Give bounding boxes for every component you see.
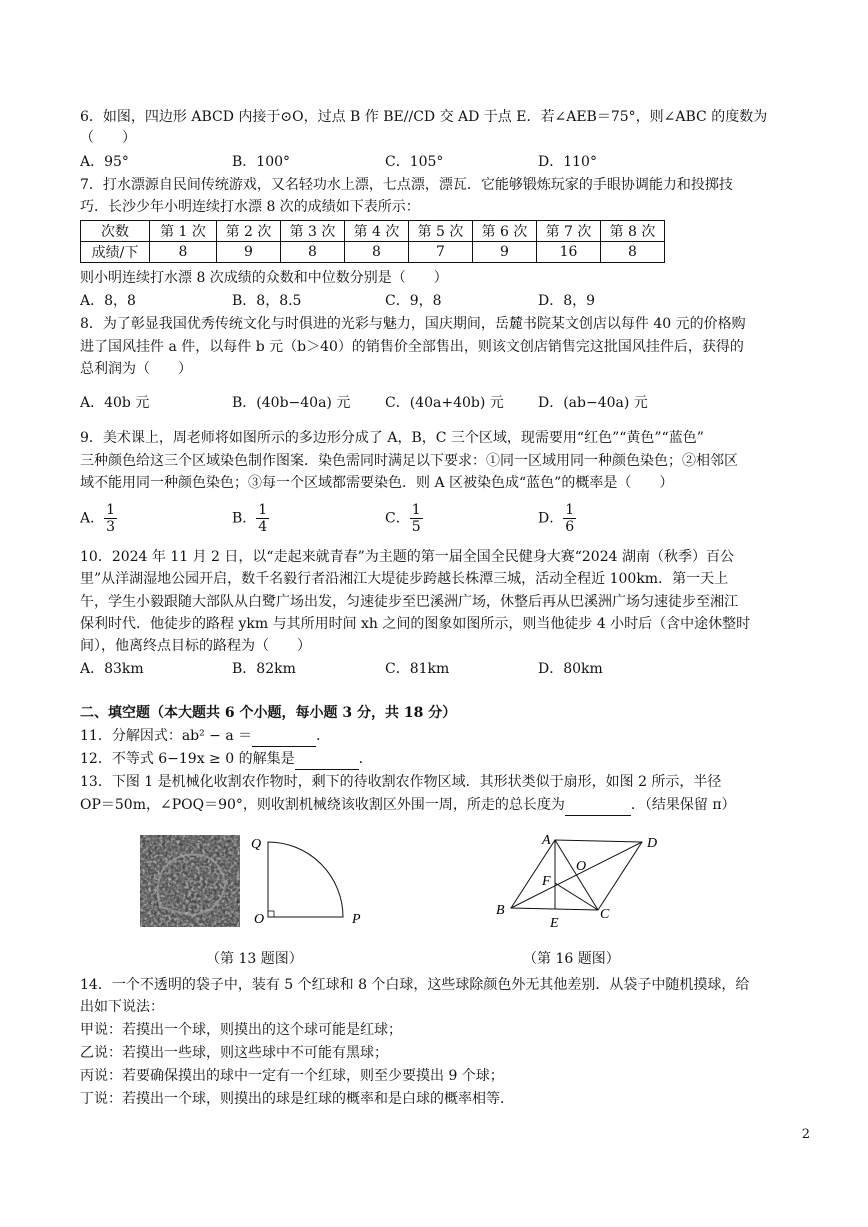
q8-options (80, 392, 800, 414)
numerator: 1 (411, 502, 421, 518)
q10-line1: 10．2024 年 11 月 2 日，以“走起来就青春”为主题的第一届全国全民健身大赛“2024 湖南（秋季）百公 (80, 549, 734, 565)
parallelogram-diagram (490, 828, 670, 936)
q10-option-b: B．82km (232, 661, 296, 677)
q14-statement-bing: 丙说：若要确保摸出的球中一定有一个红球，则至少要摸出 9 个球； (80, 1068, 504, 1084)
q10-line3: 午，学生小毅跟随大部队从白鹭广场出发，匀速徒步至巴溪洲广场，休整后再从巴溪洲广场匀速徒步至湘江 (80, 594, 738, 610)
fig16-caption: （第 16 题图） (523, 951, 620, 967)
segment-cf (555, 883, 598, 910)
q8-option-a: A．40b 元 (80, 395, 150, 411)
right-angle-mark (268, 911, 274, 917)
table-cell: 第 6 次 (473, 221, 537, 242)
q6-stem: 6．如图，四边形 ABCD 内接于⊙O，过点 B 作 BE//CD 交 AD 于点 E．若∠AEB＝75°，则∠ABC 的度数为 (80, 109, 768, 125)
option-label: A． (80, 510, 105, 527)
q7-option-b: B．8，8.5 (232, 293, 302, 309)
q8-stem-line2: 进了国风挂件 a 件，以每件 b 元（b＞40）的销售价全部售出，则该文创店销售完这批国风挂件后，获得的 (80, 339, 744, 355)
table-cell: 第 2 次 (217, 221, 281, 242)
q8-stem-line1: 8．为了彰显我国优秀传统文化与时俱进的光彩与魅力，国庆期间，岳麓书院某文创店以每件 40 元的价格购 (80, 316, 746, 332)
q9-stem-line1: 9．美术课上，周老师将如图所示的多边形分成了 A，B，C 三个区域，现需要用“红色”“黄色”“蓝色” (80, 430, 704, 446)
point-e-label: E (550, 916, 559, 931)
q13-line1: 13．下图 1 是机械化收割农作物时，剩下的待收割农作物区域．其形状类似于扇形，如图 2 所示，半径 (80, 774, 722, 790)
q6-options (80, 151, 800, 173)
q11-end: ． (316, 728, 331, 744)
q7-option-d: D．8，9 (538, 293, 596, 309)
point-o-label: O (254, 912, 265, 927)
table-cell: 第 1 次 (150, 221, 217, 242)
section-heading: 二、填空题（本大题共 6 个小题，每小题 3 分，共 18 分） (80, 705, 457, 721)
answer-blank (295, 749, 359, 770)
table-cell: 第 4 次 (345, 221, 409, 242)
table-cell: 16 (537, 242, 601, 263)
table-cell: 9 (473, 242, 537, 263)
fraction (256, 502, 269, 535)
point-a-label: A (542, 833, 551, 848)
denominator: 3 (106, 519, 116, 535)
option-label: B． (232, 510, 257, 527)
point-p-label: P (352, 912, 361, 927)
field-photo (140, 835, 240, 927)
q9-stem-line3: 域不能用同一种颜色染色；③每一个区域都需要染色．则 A 区被染色成“蓝色”的概率是（ ） (80, 475, 674, 491)
q10-option-d: D．80km (538, 661, 603, 677)
table-cell: 9 (217, 242, 281, 263)
table-cell: 第 8 次 (601, 221, 665, 242)
q14-statement-ding: 丁说：若摸出一个球，则摸出的球是红球的概率和是白球的概率相等． (80, 1091, 514, 1107)
table-cell: 成绩/下 (81, 242, 150, 263)
q8-option-c: C．(40a+40b) 元 (385, 395, 504, 411)
q7-option-c: C．9，8 (385, 293, 442, 309)
q12-stem: 12．不等式 6−19x ≥ 0 的解集是 (80, 751, 295, 767)
q10-options (80, 658, 800, 680)
q9-option-c (385, 502, 423, 535)
q10-line2: 里”从洋湖湿地公园开启，数千名毅行者沿湘江大堤徒步跨越长株潭三城，活动全程近 100km．第一天上 (80, 571, 729, 587)
q14-statement-jia: 甲说：若摸出一个球，则摸出的这个球可能是红球； (80, 1022, 402, 1038)
q14-line2: 出如下说法： (80, 999, 164, 1015)
table-header-row (81, 221, 665, 242)
q14-statement-yi: 乙说：若摸出一些球，则这些球中不可能有黑球； (80, 1045, 388, 1061)
option-label: D． (538, 510, 564, 527)
fraction (104, 502, 117, 535)
denominator: 5 (411, 519, 421, 535)
page-number: 2 (801, 1127, 810, 1142)
q9-options (80, 502, 800, 538)
numerator: 1 (258, 502, 268, 518)
table-cell: 8 (150, 242, 217, 263)
q7-question: 则小明连续打水漂 8 次成绩的众数和中位数分别是（ ） (80, 270, 448, 286)
table-cell: 7 (409, 242, 473, 263)
q6-option-a: A．95° (80, 154, 129, 170)
fig13-caption: （第 13 题图） (206, 951, 303, 967)
q13-end: ．（结果保留 π） (630, 797, 736, 813)
q10-option-c: C．81km (385, 661, 450, 677)
denominator: 4 (258, 519, 268, 535)
q10-line4: 保利时代．他徒步的路程 ykm 与其所用时间 xh 之间的图象如图所示，则当他徒步 4 小时后（含中途休整时 (80, 616, 751, 632)
point-f-label: F (542, 874, 551, 889)
table-cell: 8 (345, 242, 409, 263)
q6-option-b: B．100° (232, 154, 291, 170)
table-cell: 8 (281, 242, 345, 263)
q10-option-a: A．83km (80, 661, 144, 677)
q11 (80, 726, 330, 747)
q9-option-b (232, 502, 269, 535)
numerator: 1 (106, 502, 116, 518)
q9-option-d (538, 502, 576, 535)
sector-diagram (248, 832, 368, 932)
q6-option-d: D．110° (538, 154, 597, 170)
point-c-label: C (600, 907, 610, 922)
q6-paren: （ ） (80, 130, 136, 146)
point-d-label: D (647, 836, 658, 851)
q10-line5: 间），他离终点目标的路程为（ ） (80, 638, 311, 654)
q7-stem-line2: 巧．长沙少年小明连续打水漂 8 次的成绩如下表所示： (80, 199, 420, 215)
table-cell: 第 3 次 (281, 221, 345, 242)
q11-stem: 11．分解因式：ab² − a ＝ (80, 728, 253, 744)
answer-blank (565, 795, 631, 816)
q7-score-table (80, 220, 665, 263)
diagonal-bd (511, 842, 642, 908)
fraction (410, 502, 423, 535)
table-cell: 次数 (81, 221, 150, 242)
answer-blank (252, 726, 316, 747)
fraction (563, 502, 576, 535)
q7-option-a: A．8，8 (80, 293, 136, 309)
q12 (80, 749, 373, 770)
table-cell: 8 (601, 242, 665, 263)
q7-stem-line1: 7．打水漂源自民间传统游戏，又名轻功水上漂，七点漂，漂瓦．它能够锻炼玩家的手眼协调能力和投掷技 (80, 177, 733, 193)
q13-line2 (80, 795, 736, 816)
point-o-label: O (576, 859, 587, 874)
point-b-label: B (496, 903, 505, 918)
table-cell: 第 7 次 (537, 221, 601, 242)
q9-option-a (80, 502, 117, 535)
q12-end: ． (358, 751, 373, 767)
q8-option-b: B．(40b−40a) 元 (232, 395, 351, 411)
table-row (81, 242, 665, 263)
point-q-label: Q (251, 837, 262, 852)
denominator: 6 (565, 519, 575, 535)
option-label: C． (385, 510, 410, 527)
q8-stem-line3: 总利润为（ ） (80, 361, 192, 377)
q7-options (80, 290, 800, 312)
sector-shape (268, 842, 343, 917)
q14-line1: 14．一个不透明的袋子中，装有 5 个红球和 8 个白球，这些球除颜色外无其他差别．从袋子中随机摸球，给 (80, 977, 750, 993)
q13-stem: OP＝50m，∠POQ＝90°，则收割机械绕该收割区外围一周，所走的总长度为 (80, 797, 565, 813)
q9-stem-line2: 三种颜色给这三个区域染色制作图案．染色需同时满足以下要求：①同一区域用同一种颜色染色；②相邻区 (80, 453, 738, 469)
table-cell: 第 5 次 (409, 221, 473, 242)
q8-option-d: D．(ab−40a) 元 (538, 395, 648, 411)
numerator: 1 (565, 502, 575, 518)
q6-option-c: C．105° (385, 154, 444, 170)
